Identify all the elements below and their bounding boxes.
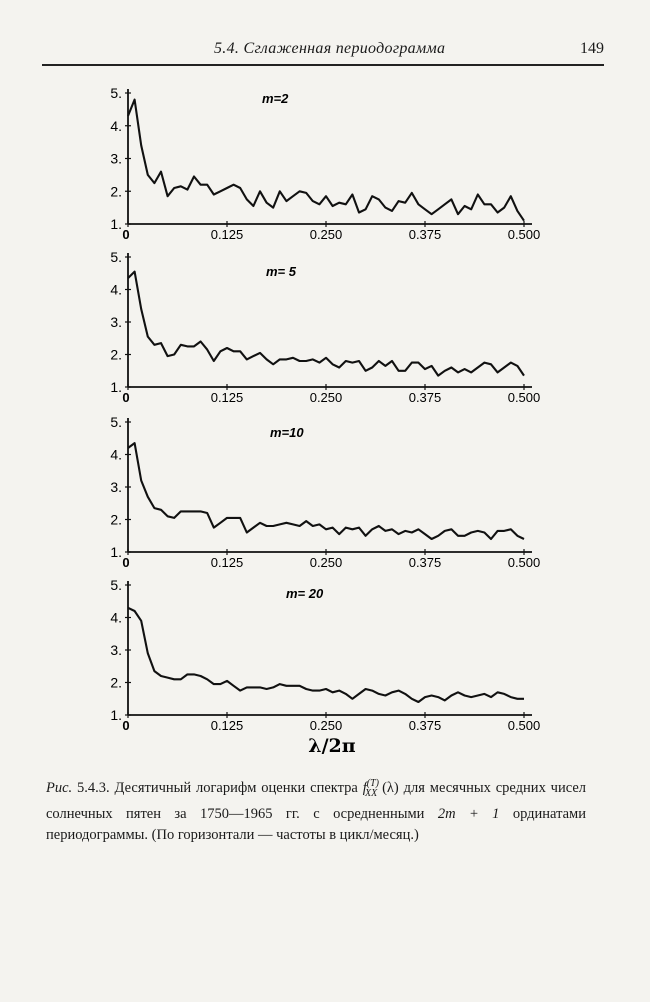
y-tick-label: 2.	[110, 674, 122, 691]
x-tick-label: 0.375	[408, 227, 442, 242]
chart-panel-3	[110, 414, 540, 570]
caption-math-f: $f^{(T)}_{XX}$	[362, 778, 379, 799]
series-line	[128, 443, 524, 539]
chart-panel-4	[110, 577, 540, 757]
y-tick-label: 1.	[110, 544, 122, 560]
y-tick-label: 5.	[110, 414, 122, 430]
x-tick-label: 0.125	[210, 718, 244, 733]
x-axis-label: λ/2π	[308, 735, 356, 757]
running-head: 5.4. Сглаженная периодограмма	[214, 40, 446, 57]
x-tick-label: 0.375	[408, 390, 442, 405]
x-tick-label: 0.250	[309, 718, 343, 733]
x-tick-label: 0.125	[210, 390, 244, 405]
annotation-m: m=10	[270, 425, 304, 440]
y-tick-label: 3.	[110, 150, 122, 167]
y-tick-label: 2.	[110, 511, 122, 528]
x-tick-label: 0.500	[507, 555, 541, 570]
annotation-m: m= 5	[266, 264, 296, 279]
x-tick-label: 0.500	[507, 718, 541, 733]
x-tick-label: 0	[122, 227, 130, 242]
y-tick-label: 1.	[110, 216, 122, 232]
caption-number: 5.4.3.	[77, 779, 110, 796]
x-tick-label: 0.375	[408, 718, 442, 733]
y-tick-label: 5.	[110, 577, 122, 593]
x-tick-label: 0	[122, 718, 130, 733]
y-tick-label: 1.	[110, 379, 122, 395]
y-tick-label: 5.	[110, 85, 122, 101]
y-tick-label: 2.	[110, 183, 122, 200]
x-tick-label: 0.250	[309, 555, 343, 570]
caption-label: Рис.	[46, 779, 73, 796]
series-line	[128, 608, 524, 702]
x-tick-label: 0.125	[210, 227, 244, 242]
y-tick-label: 3.	[110, 314, 122, 330]
x-tick-label: 0	[122, 555, 130, 570]
caption-text-after: для месячных средних чисел солнечных пятен за 1750—1965 гг. с осредненными	[46, 779, 587, 822]
series-line	[128, 272, 524, 376]
y-tick-label: 2.	[110, 346, 122, 363]
y-tick-label: 4.	[110, 281, 122, 298]
caption-text-before: Десятичный логарифм оценки спектра	[114, 779, 358, 796]
x-tick-label: 0.125	[210, 555, 244, 570]
x-tick-label: 0.250	[309, 227, 343, 242]
y-tick-label: 4.	[110, 609, 122, 626]
page-number: 149	[580, 40, 604, 57]
x-tick-label: 0.250	[309, 390, 343, 405]
caption-math-arg: (λ)	[382, 779, 399, 796]
x-tick-label: 0.500	[507, 390, 541, 405]
x-tick-label: 0.500	[507, 227, 541, 242]
y-tick-label: 1.	[110, 707, 122, 723]
y-tick-label: 4.	[110, 117, 122, 134]
caption-math-m: 2m + 1	[437, 805, 500, 822]
x-tick-label: 0	[122, 390, 130, 405]
figure-caption	[46, 773, 586, 846]
chart-panel-2	[110, 249, 540, 405]
annotation-m: m=2	[262, 91, 289, 106]
annotation-m: m= 20	[286, 586, 324, 601]
y-tick-label: 3.	[110, 479, 122, 495]
x-tick-label: 0.375	[408, 555, 442, 570]
series-line	[128, 100, 524, 221]
y-tick-label: 5.	[110, 249, 122, 265]
caption-text-end: ординатами периодограммы. (По горизонтали — частоты в цикл/месяц.)	[46, 805, 586, 843]
chart-panel-1	[110, 85, 540, 242]
y-tick-label: 4.	[110, 446, 122, 463]
y-tick-label: 3.	[110, 642, 122, 658]
